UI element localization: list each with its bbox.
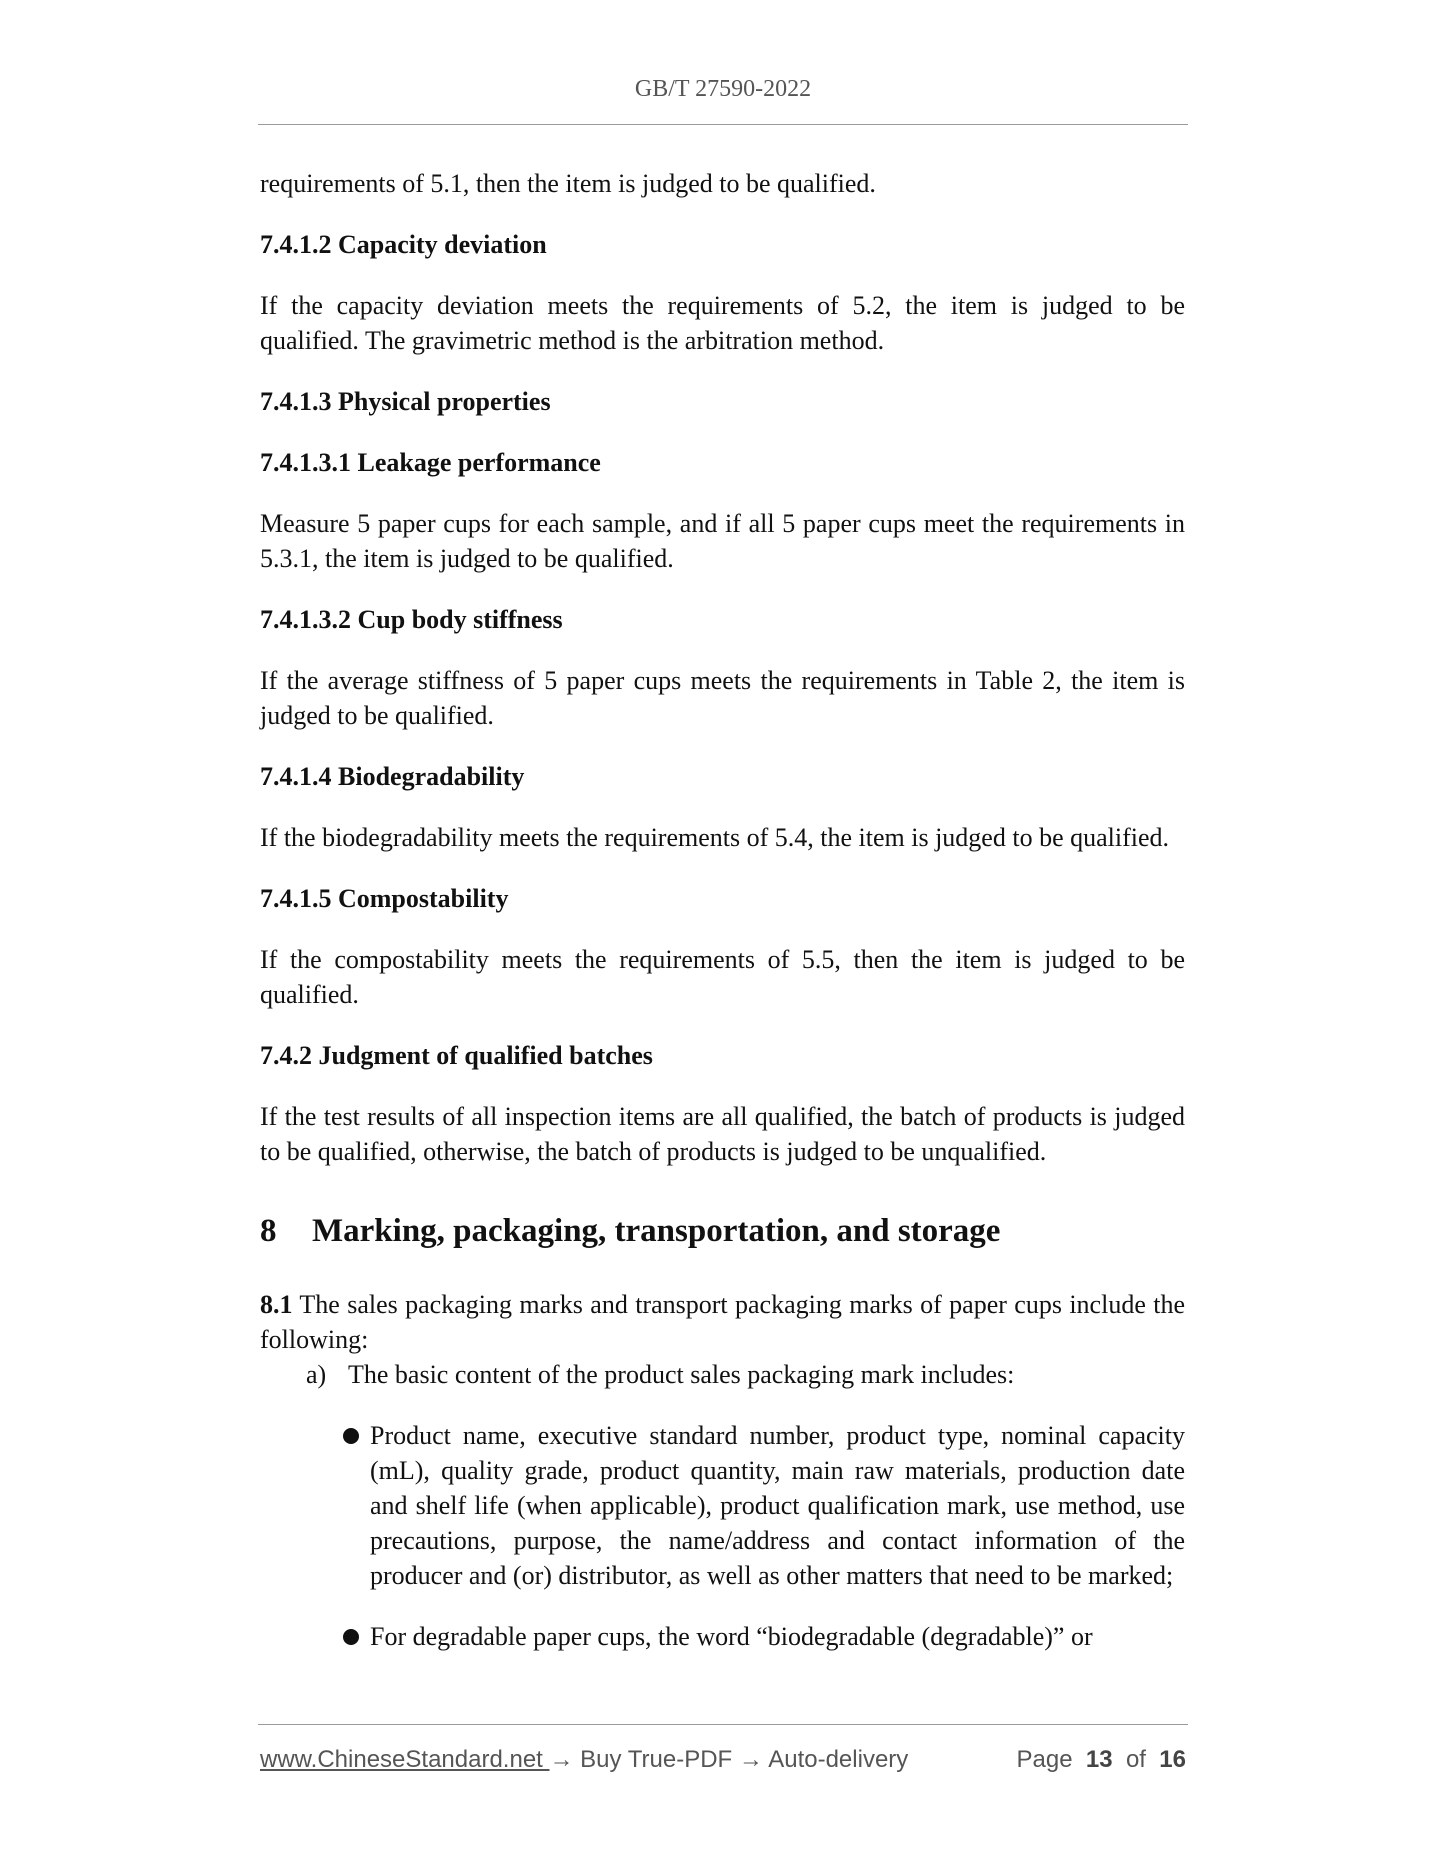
- page-body: [260, 166, 1185, 1654]
- document-code-header: GB/T 27590-2022: [634, 76, 812, 102]
- paragraph-7-4-1-5: If the compostability meets the requirements of 5.5, then the item is judged to be qualified.: [260, 945, 1185, 1009]
- arrow-right-icon: →: [549, 1746, 574, 1773]
- section-heading-7-4-1-2: 7.4.1.2 Capacity deviation: [260, 230, 547, 259]
- paragraph-7-4-1-3-2: If the average stiffness of 5 paper cups meets the requirements in Table 2, the item is judged to be qualified.: [260, 666, 1185, 730]
- bullet-text: Product name, executive standard number, product type, nominal capacity (mL), quality grade, product quantity, main raw materials, production date and shelf life (when applicable), product qualification mark, use method, use precautions, purpose, the name/address and contact information of the producer and (or) distributor, as well as other matters that need to be marked;: [370, 1421, 1185, 1590]
- chapter-heading-8: [260, 1211, 1185, 1251]
- page-current: 13: [1085, 1746, 1113, 1773]
- section-heading-7-4-1-3: 7.4.1.3 Physical properties: [260, 387, 551, 416]
- page-label: Page: [1016, 1746, 1073, 1773]
- section-heading-7-4-2: 7.4.2 Judgment of qualified batches: [260, 1041, 653, 1070]
- bullet-item: [260, 1418, 1185, 1593]
- of-label: of: [1125, 1746, 1146, 1773]
- chapter-number: 8: [260, 1213, 277, 1249]
- bullet-icon: [343, 1629, 359, 1645]
- paragraph-7-4-1-4: If the biodegradability meets the requirements of 5.4, the item is judged to be qualified.: [260, 823, 1170, 852]
- arrow-right-icon: →: [738, 1746, 763, 1773]
- paragraph-continued: requirements of 5.1, then the item is judged to be qualified.: [260, 169, 876, 198]
- website-link[interactable]: www.ChineseStandard.net: [260, 1746, 550, 1773]
- section-heading-7-4-1-3-1: 7.4.1.3.1 Leakage performance: [260, 448, 601, 477]
- list-item-label: a): [306, 1360, 327, 1389]
- section-heading-7-4-1-3-2: 7.4.1.3.2 Cup body stiffness: [260, 605, 563, 634]
- footer-delivery-text: Auto-delivery: [762, 1746, 909, 1773]
- paragraph-7-4-2: If the test results of all inspection items are all qualified, the batch of products is judged to be qualified, otherwise, the batch of products is judged to be unqualified.: [260, 1102, 1185, 1166]
- paragraph-8-1: [260, 1287, 1185, 1357]
- header-divider: [258, 124, 1188, 125]
- chapter-title: Marking, packaging, transportation, and storage: [312, 1213, 1001, 1249]
- paragraph-7-4-1-2: If the capacity deviation meets the requirements of 5.2, the item is judged to be qualified. The gravimetric method is the arbitration method.: [260, 291, 1185, 355]
- page-total: 16: [1159, 1746, 1186, 1773]
- section-heading-7-4-1-4: 7.4.1.4 Biodegradability: [260, 762, 525, 791]
- page-number: [1016, 1746, 1186, 1774]
- clause-text: The sales packaging marks and transport packaging marks of paper cups include the following:: [260, 1290, 1186, 1354]
- footer-divider: [258, 1724, 1188, 1725]
- paragraph-7-4-1-3-1: Measure 5 paper cups for each sample, and if all 5 paper cups meet the requirements in 5.3.1, the item is judged to be qualified.: [260, 509, 1185, 573]
- bullet-icon: [343, 1428, 359, 1444]
- footer-buy-text: Buy True-PDF: [573, 1746, 739, 1773]
- bullet-item: [260, 1619, 1185, 1654]
- list-item-a: [260, 1357, 1185, 1392]
- list-item-text: The basic content of the product sales packaging mark includes:: [348, 1360, 1015, 1389]
- bullet-list: [260, 1418, 1185, 1654]
- clause-number: 8.1: [260, 1290, 293, 1319]
- footer-promo: [260, 1746, 908, 1774]
- bullet-text: For degradable paper cups, the word “biodegradable (degradable)” or: [370, 1622, 1093, 1651]
- section-heading-7-4-1-5: 7.4.1.5 Compostability: [260, 884, 509, 913]
